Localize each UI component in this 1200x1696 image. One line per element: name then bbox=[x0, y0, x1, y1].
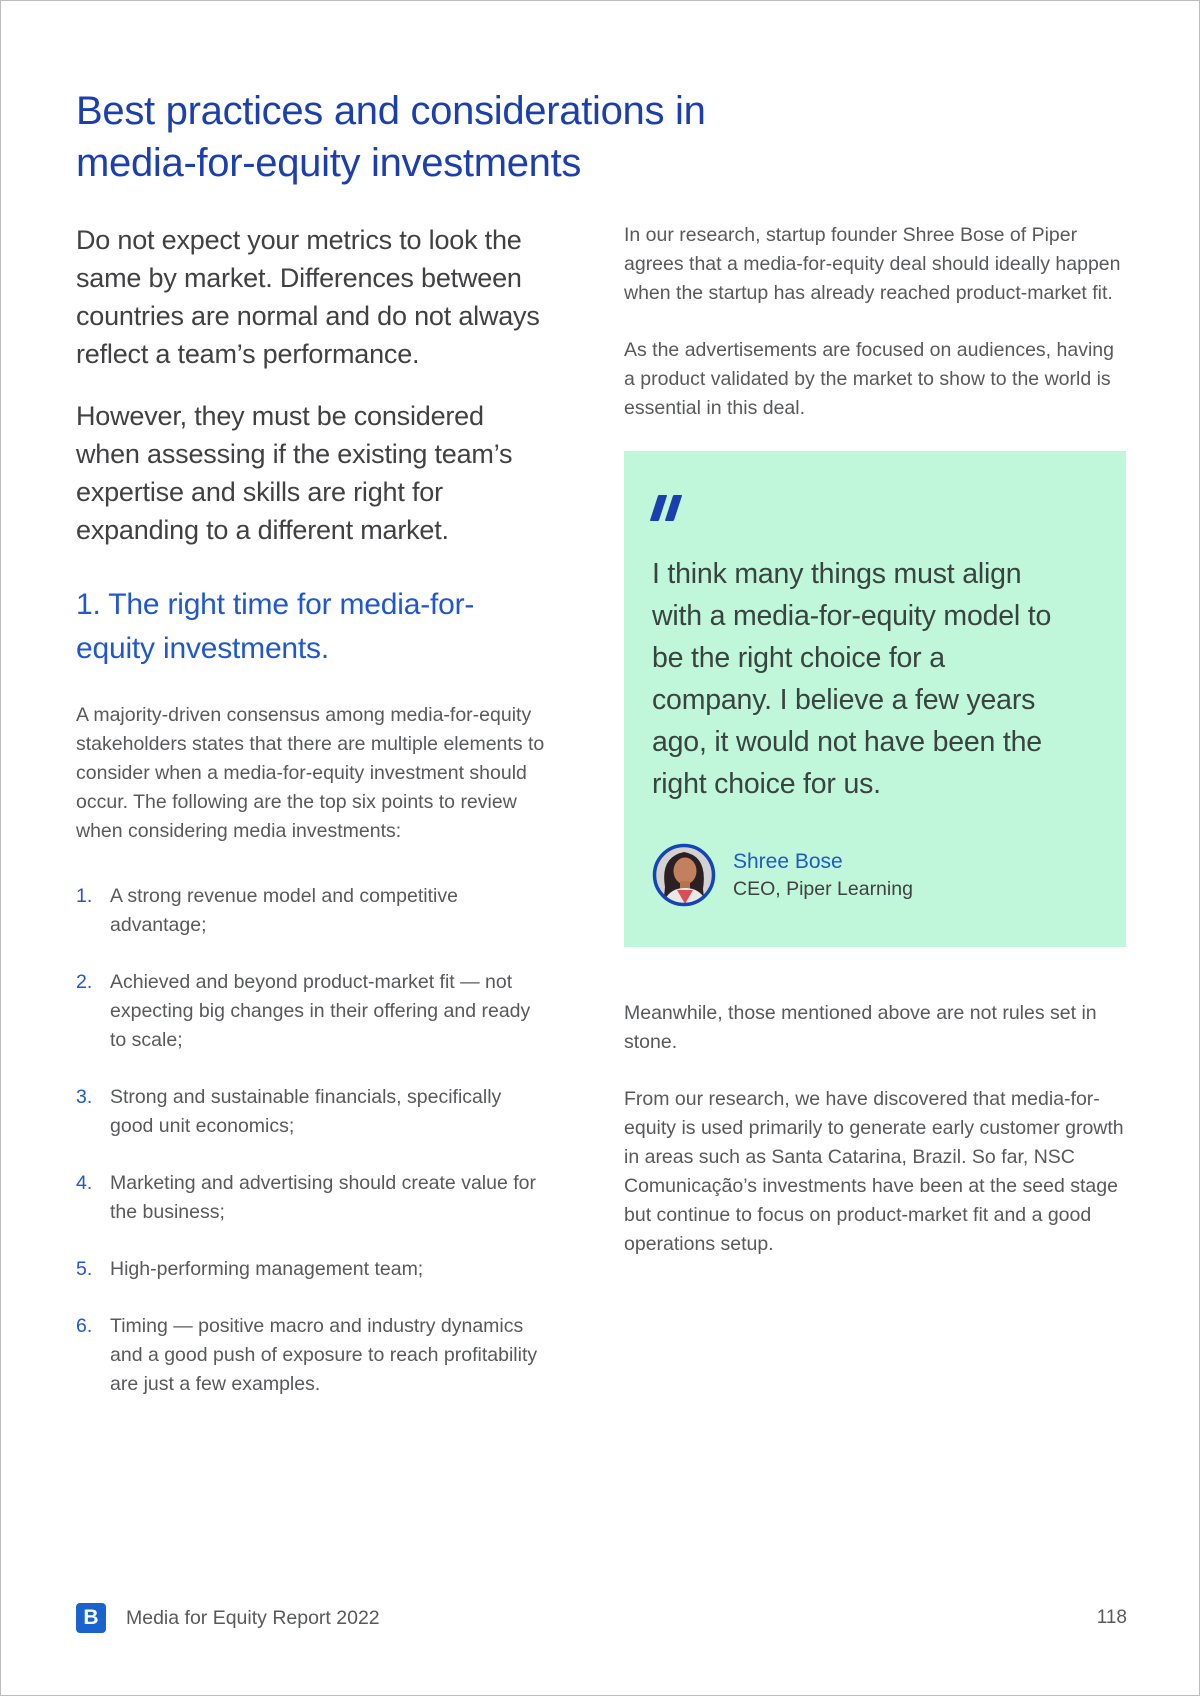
list-item bbox=[76, 1169, 546, 1227]
page-title: Best practices and considerations in media-for-equity investments bbox=[76, 89, 706, 185]
list-item-number: 1. bbox=[76, 885, 93, 907]
quote-attribution bbox=[652, 843, 1056, 907]
page-footer bbox=[76, 1603, 1127, 1633]
right-column bbox=[624, 221, 1129, 1427]
brand-logo-letter: B bbox=[83, 1606, 99, 1629]
list-item bbox=[76, 968, 546, 1055]
list-item bbox=[76, 1312, 546, 1399]
list-item bbox=[76, 882, 546, 940]
brand-logo bbox=[76, 1603, 106, 1633]
body-paragraph: Meanwhile, those mentioned above are not rules set in stone. bbox=[624, 1002, 1097, 1053]
list-item-text: Marketing and advertising should create value for the business; bbox=[110, 1172, 536, 1223]
quote-mark-icon bbox=[654, 495, 1056, 521]
list-item-number: 4. bbox=[76, 1172, 93, 1194]
left-column bbox=[76, 221, 546, 1427]
section-heading: 1. The right time for media-for-equity investments. bbox=[76, 588, 475, 665]
list-item-number: 2. bbox=[76, 971, 93, 993]
body-paragraph: In our research, startup founder Shree Bose of Piper agrees that a media-for-equity deal should ideally happen when the startup has already reached product-market fit. bbox=[624, 224, 1121, 304]
list-item-number: 6. bbox=[76, 1315, 93, 1337]
report-name: Media for Equity Report 2022 bbox=[126, 1606, 380, 1629]
avatar bbox=[652, 843, 716, 907]
list-item-number: 5. bbox=[76, 1258, 93, 1280]
section-intro-paragraph: A majority-driven consensus among media-for-equity stakeholders states that there are multiple elements to consider when a media-for-equity investment should occur. The following are the top six points to review when considering media investments: bbox=[76, 704, 545, 842]
author-title: CEO, Piper Learning bbox=[733, 878, 913, 900]
list-item-text: High-performing management team; bbox=[110, 1258, 424, 1280]
intro-paragraph: Do not expect your metrics to look the same by market. Differences between countries are normal and do not always reflect a team’s performance. bbox=[76, 225, 540, 369]
considerations-list bbox=[76, 882, 546, 1399]
body-paragraph: As the advertisements are focused on audiences, having a product validated by the market to show to the world is essential in this deal. bbox=[624, 339, 1114, 419]
list-item-text: Strong and sustainable financials, specifically good unit economics; bbox=[110, 1086, 502, 1137]
page-number: 118 bbox=[1096, 1607, 1127, 1628]
list-item-number: 3. bbox=[76, 1086, 93, 1108]
quote-text: I think many things must align with a media-for-equity model to be the right choice for a company. I believe a few years ago, it would not have been the right choice for us. bbox=[652, 558, 1052, 800]
author-name: Shree Bose bbox=[733, 850, 843, 873]
intro-paragraph: However, they must be considered when assessing if the existing team’s expertise and skills are right for expanding to a different market. bbox=[76, 401, 513, 545]
quote-box bbox=[624, 451, 1126, 947]
list-item-text: Timing — positive macro and industry dynamics and a good push of exposure to reach profitability are just a few examples. bbox=[110, 1315, 538, 1395]
list-item bbox=[76, 1083, 546, 1141]
list-item bbox=[76, 1255, 546, 1284]
author-block bbox=[733, 848, 913, 902]
two-column-layout bbox=[76, 221, 1199, 1427]
list-item-text: Achieved and beyond product-market fit — not expecting big changes in their offering and ready to scale; bbox=[110, 971, 531, 1051]
body-paragraph: From our research, we have discovered that media-for-equity is used primarily to generate early customer growth in areas such as Santa Catarina, Brazil. So far, NSC Comunicação’s investments have been at the seed stage but continue to focus on product-market fit and a good operations setup. bbox=[624, 1088, 1124, 1255]
list-item-text: A strong revenue model and competitive advantage; bbox=[110, 885, 458, 936]
